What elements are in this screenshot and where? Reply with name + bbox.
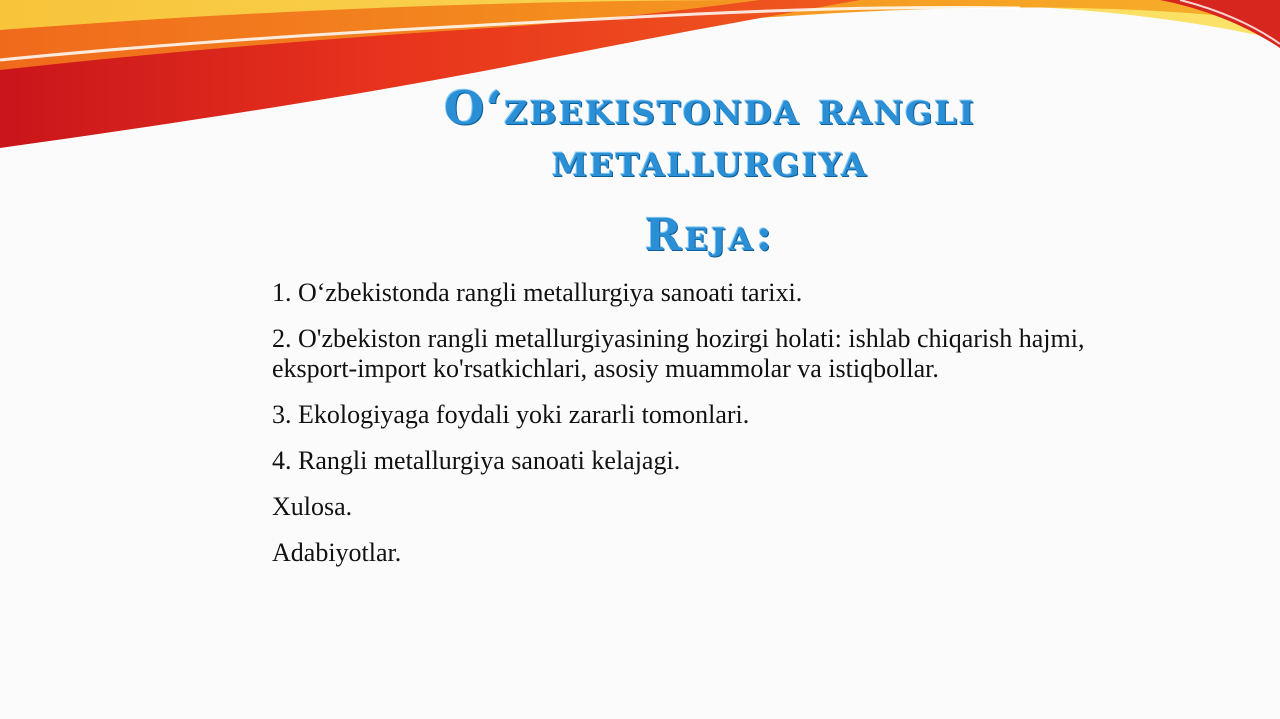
plan-list — [272, 278, 1132, 584]
plan-item-3: 3. Ekologiyaga foydali yoki zararli tomonlari. — [272, 400, 750, 429]
plan-item-4: 4. Rangli metallurgiya sanoati kelajagi. — [272, 446, 681, 475]
plan-item-1: 1. O‘zbekistonda rangli metallurgiya sanoati tarixi. — [272, 278, 803, 307]
plan-item-conclusion: Xulosa. — [272, 492, 353, 521]
plan-heading: Reja: — [644, 210, 776, 261]
plan-item-2: 2. O'zbekiston rangli metallurgiyasining hozirgi holati: ishlab chiqarish hajmi, eksport-import ko'rsatkichlari, asosiy muammolar va istiqbollar. — [272, 324, 1085, 383]
plan-item-references: Adabiyotlar. — [272, 538, 402, 567]
slide-title: O‘zbekistonda rangli metallurgiya — [444, 81, 976, 187]
